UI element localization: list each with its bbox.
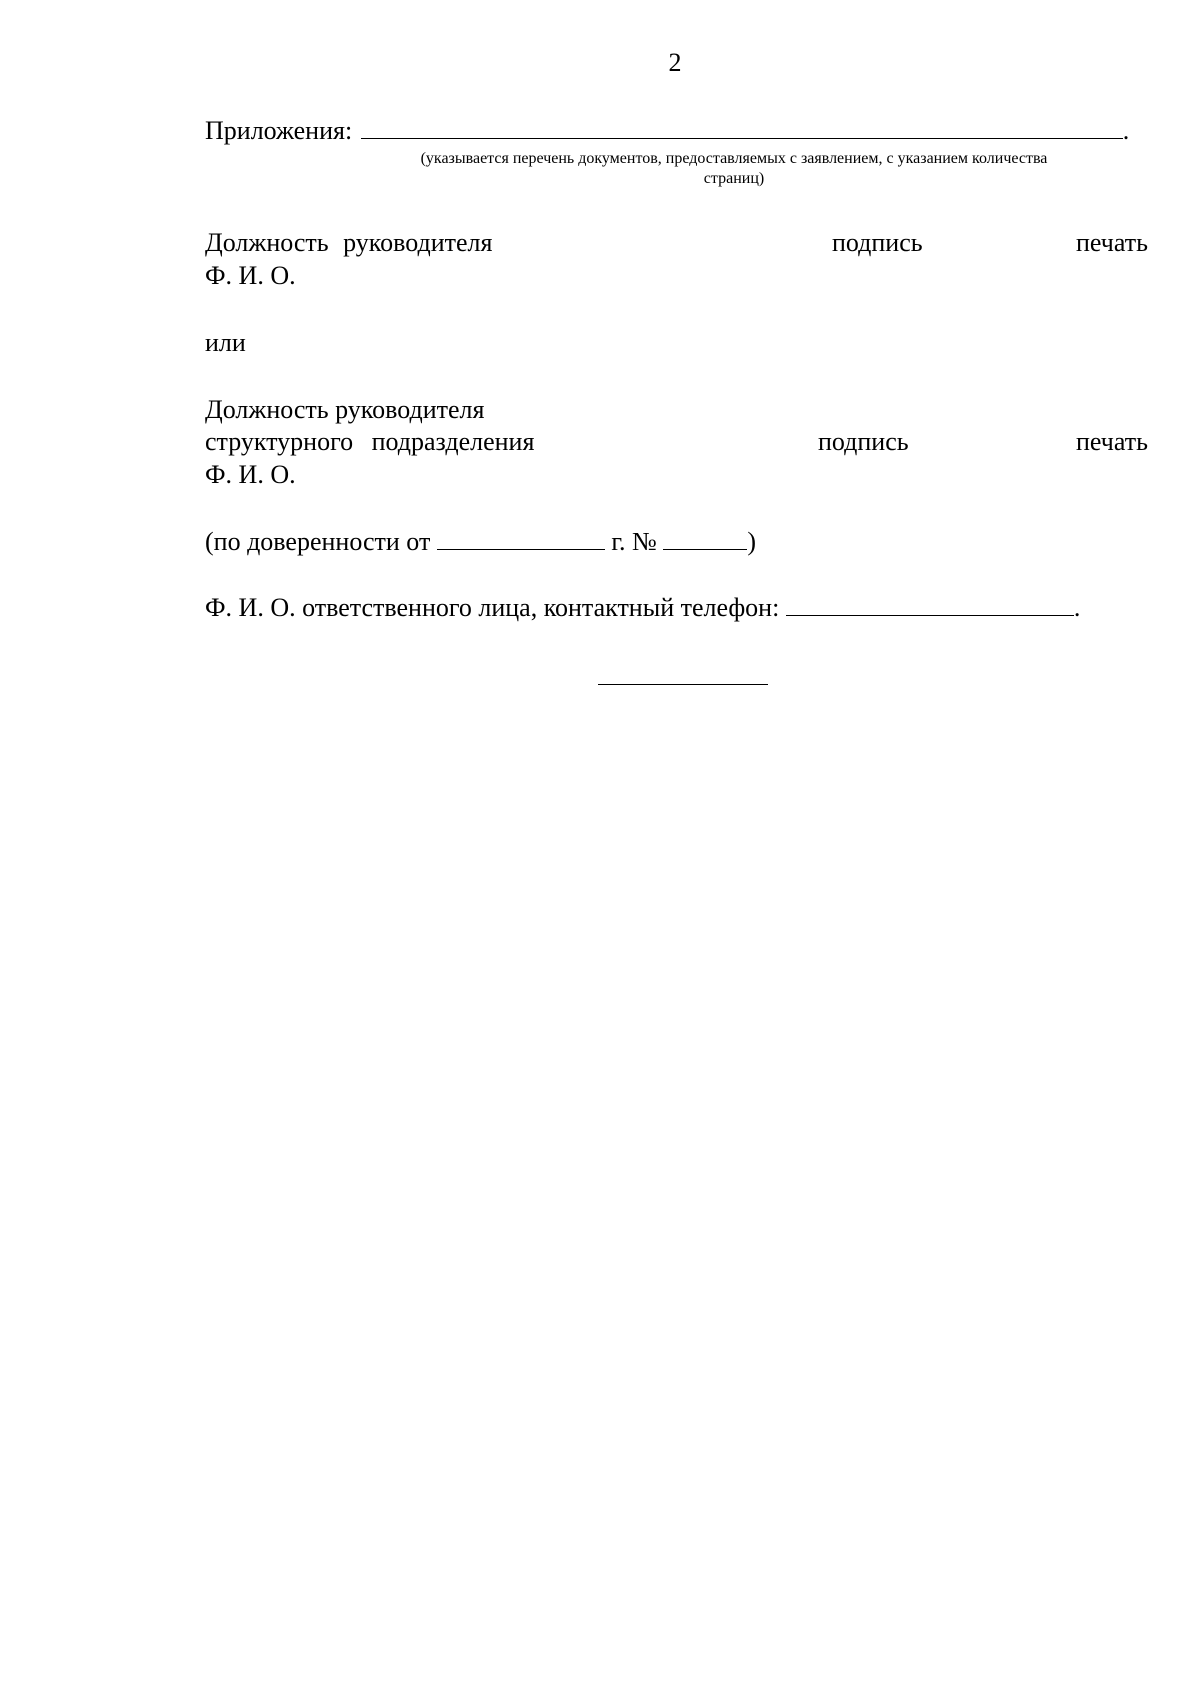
proxy-year-number-text: г. № [611,527,657,556]
proxy-number-fill-line[interactable] [663,527,747,550]
attachments-hint [334,149,1134,189]
responsible-row [205,593,1080,623]
proxy-row [205,527,756,557]
position-label-2-line1: Должность руководителя [205,395,485,424]
seal-label-2: печать [1076,427,1148,456]
attachments-hint-line1: (указывается перечень документов, предоставляемых с заявлением, с указанием количества [420,150,1048,167]
or-label: или [205,328,246,357]
responsible-phone-fill-line[interactable] [786,593,1074,616]
responsible-end-mark: . [1073,593,1081,622]
responsible-label: Ф. И. О. ответственного лица, контактный телефон: [205,593,780,622]
fio-label-1: Ф. И. О. [205,261,296,290]
attachments-fill-line[interactable] [361,116,1123,139]
proxy-date-fill-line[interactable] [437,527,605,550]
closing-separator-line [598,684,768,685]
position-label-1: Должность руководителя [205,228,493,257]
attachments-hint-line2: страниц) [703,170,765,187]
seal-label-1: печать [1076,228,1148,257]
position-label-2-line2: структурного подразделения [205,427,535,456]
fio-label-2: Ф. И. О. [205,460,296,489]
signature-label-2: подпись [818,427,909,456]
proxy-open-text: (по доверенности от [205,527,431,556]
attachments-end-mark: . [1122,116,1130,145]
signature-label-1: подпись [832,228,923,257]
page-number: 2 [668,48,682,77]
attachments-label: Приложения: [205,116,353,145]
attachments-row [205,116,1129,146]
proxy-close-text: ) [747,527,757,556]
